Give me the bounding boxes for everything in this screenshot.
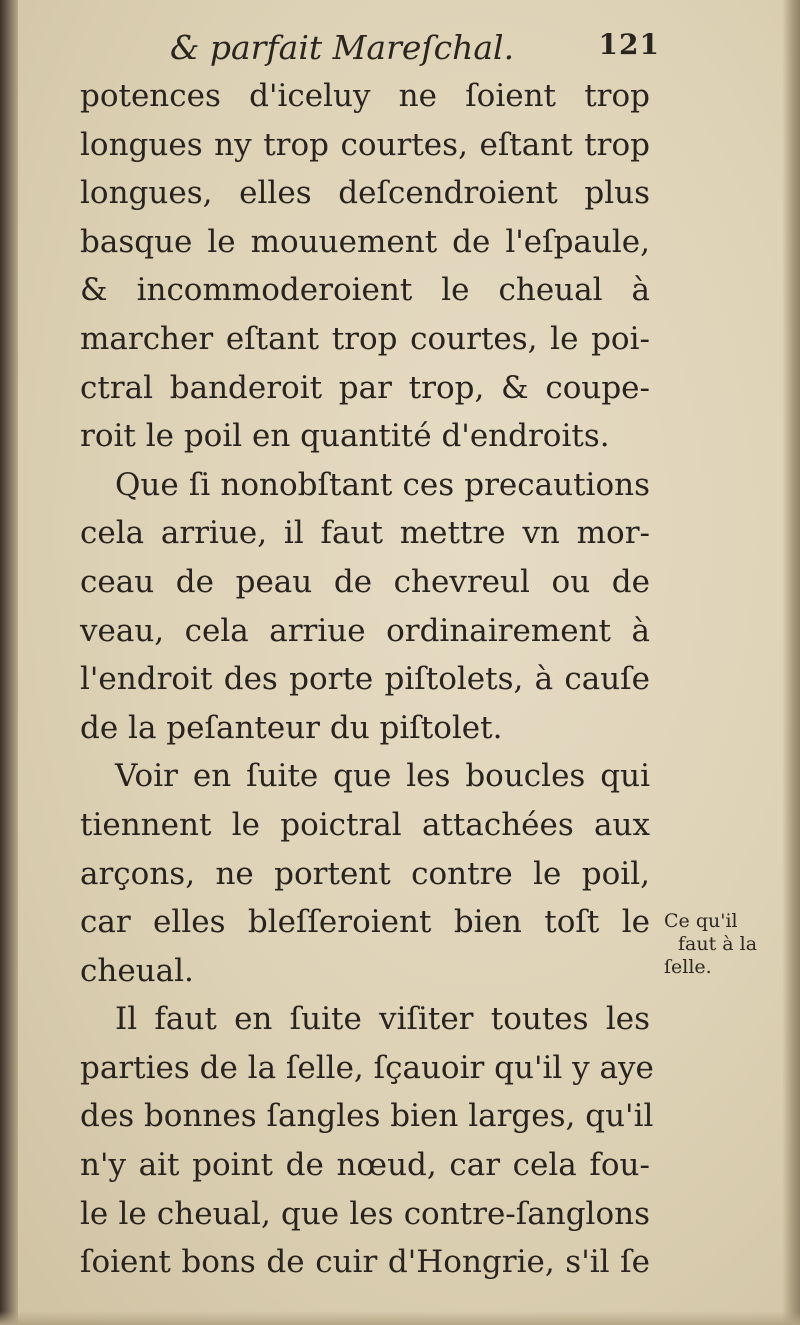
text-line: potences d'iceluy ne ſoient trop xyxy=(80,78,650,114)
margin-note-line: Ce qu'il xyxy=(664,910,738,932)
text-line: veau, cela arriue ordinairement à xyxy=(80,612,650,649)
text-line: parties de la ſelle, ſçauoir qu'il y aye xyxy=(80,1049,654,1086)
text-line: marcher eſtant trop courtes, le poi- xyxy=(80,320,650,357)
margin-note-line: faut à la xyxy=(678,933,758,955)
page-binding-edge xyxy=(0,0,18,1325)
margin-note-line: ſelle. xyxy=(664,956,712,978)
page-right-edge xyxy=(782,0,800,1325)
text-line: cheual. xyxy=(80,952,194,989)
text-line: n'y ait point de nœud, car cela fou- xyxy=(80,1147,650,1184)
text-line: cela arriue, il faut mettre vn mor- xyxy=(80,515,650,552)
text-line: basque le mouuement de l'eſpaule, xyxy=(80,223,650,260)
margin-note xyxy=(664,910,764,979)
text-line: Que ſi nonobſtant ces precautions xyxy=(115,466,650,503)
text-line: & incommoderoient le cheual à xyxy=(80,272,650,309)
text-line: l'endroit des porte piſtolets, à cauſe xyxy=(80,661,650,698)
text-line: ſoient bons de cuir d'Hongrie, s'il ſe xyxy=(80,1244,650,1281)
text-line: Il faut en ſuite viſiter toutes les xyxy=(115,1001,650,1038)
page-number: 121 xyxy=(598,28,660,61)
text-line: longues ny trop courtes, eſtant trop xyxy=(80,126,650,163)
text-line: ctral banderoit par trop, & coupe- xyxy=(80,369,650,406)
text-line: des bonnes ſangles bien larges, qu'il xyxy=(80,1098,654,1135)
text-line: longues, elles deſcendroient plus xyxy=(80,175,650,212)
text-line: tiennent le poictral attachées aux xyxy=(80,806,650,843)
text-line: de la peſanteur du piſtolet. xyxy=(80,709,503,746)
text-line: Voir en ſuite que les boucles qui xyxy=(115,758,650,795)
running-title: & parfait Mareſchal. xyxy=(170,28,515,67)
text-line: arçons, ne portent contre le poil, xyxy=(80,855,650,892)
page-bottom-edge xyxy=(0,1311,800,1325)
text-line: le le cheual, que les contre-ſanglons xyxy=(80,1195,650,1232)
text-line: ceau de peau de chevreul ou de xyxy=(80,563,650,600)
text-line: car elles bleſſeroient bien toſt le xyxy=(80,904,650,941)
text-line: roit le poil en quantité d'endroits. xyxy=(80,418,610,455)
body-text xyxy=(80,72,654,1287)
